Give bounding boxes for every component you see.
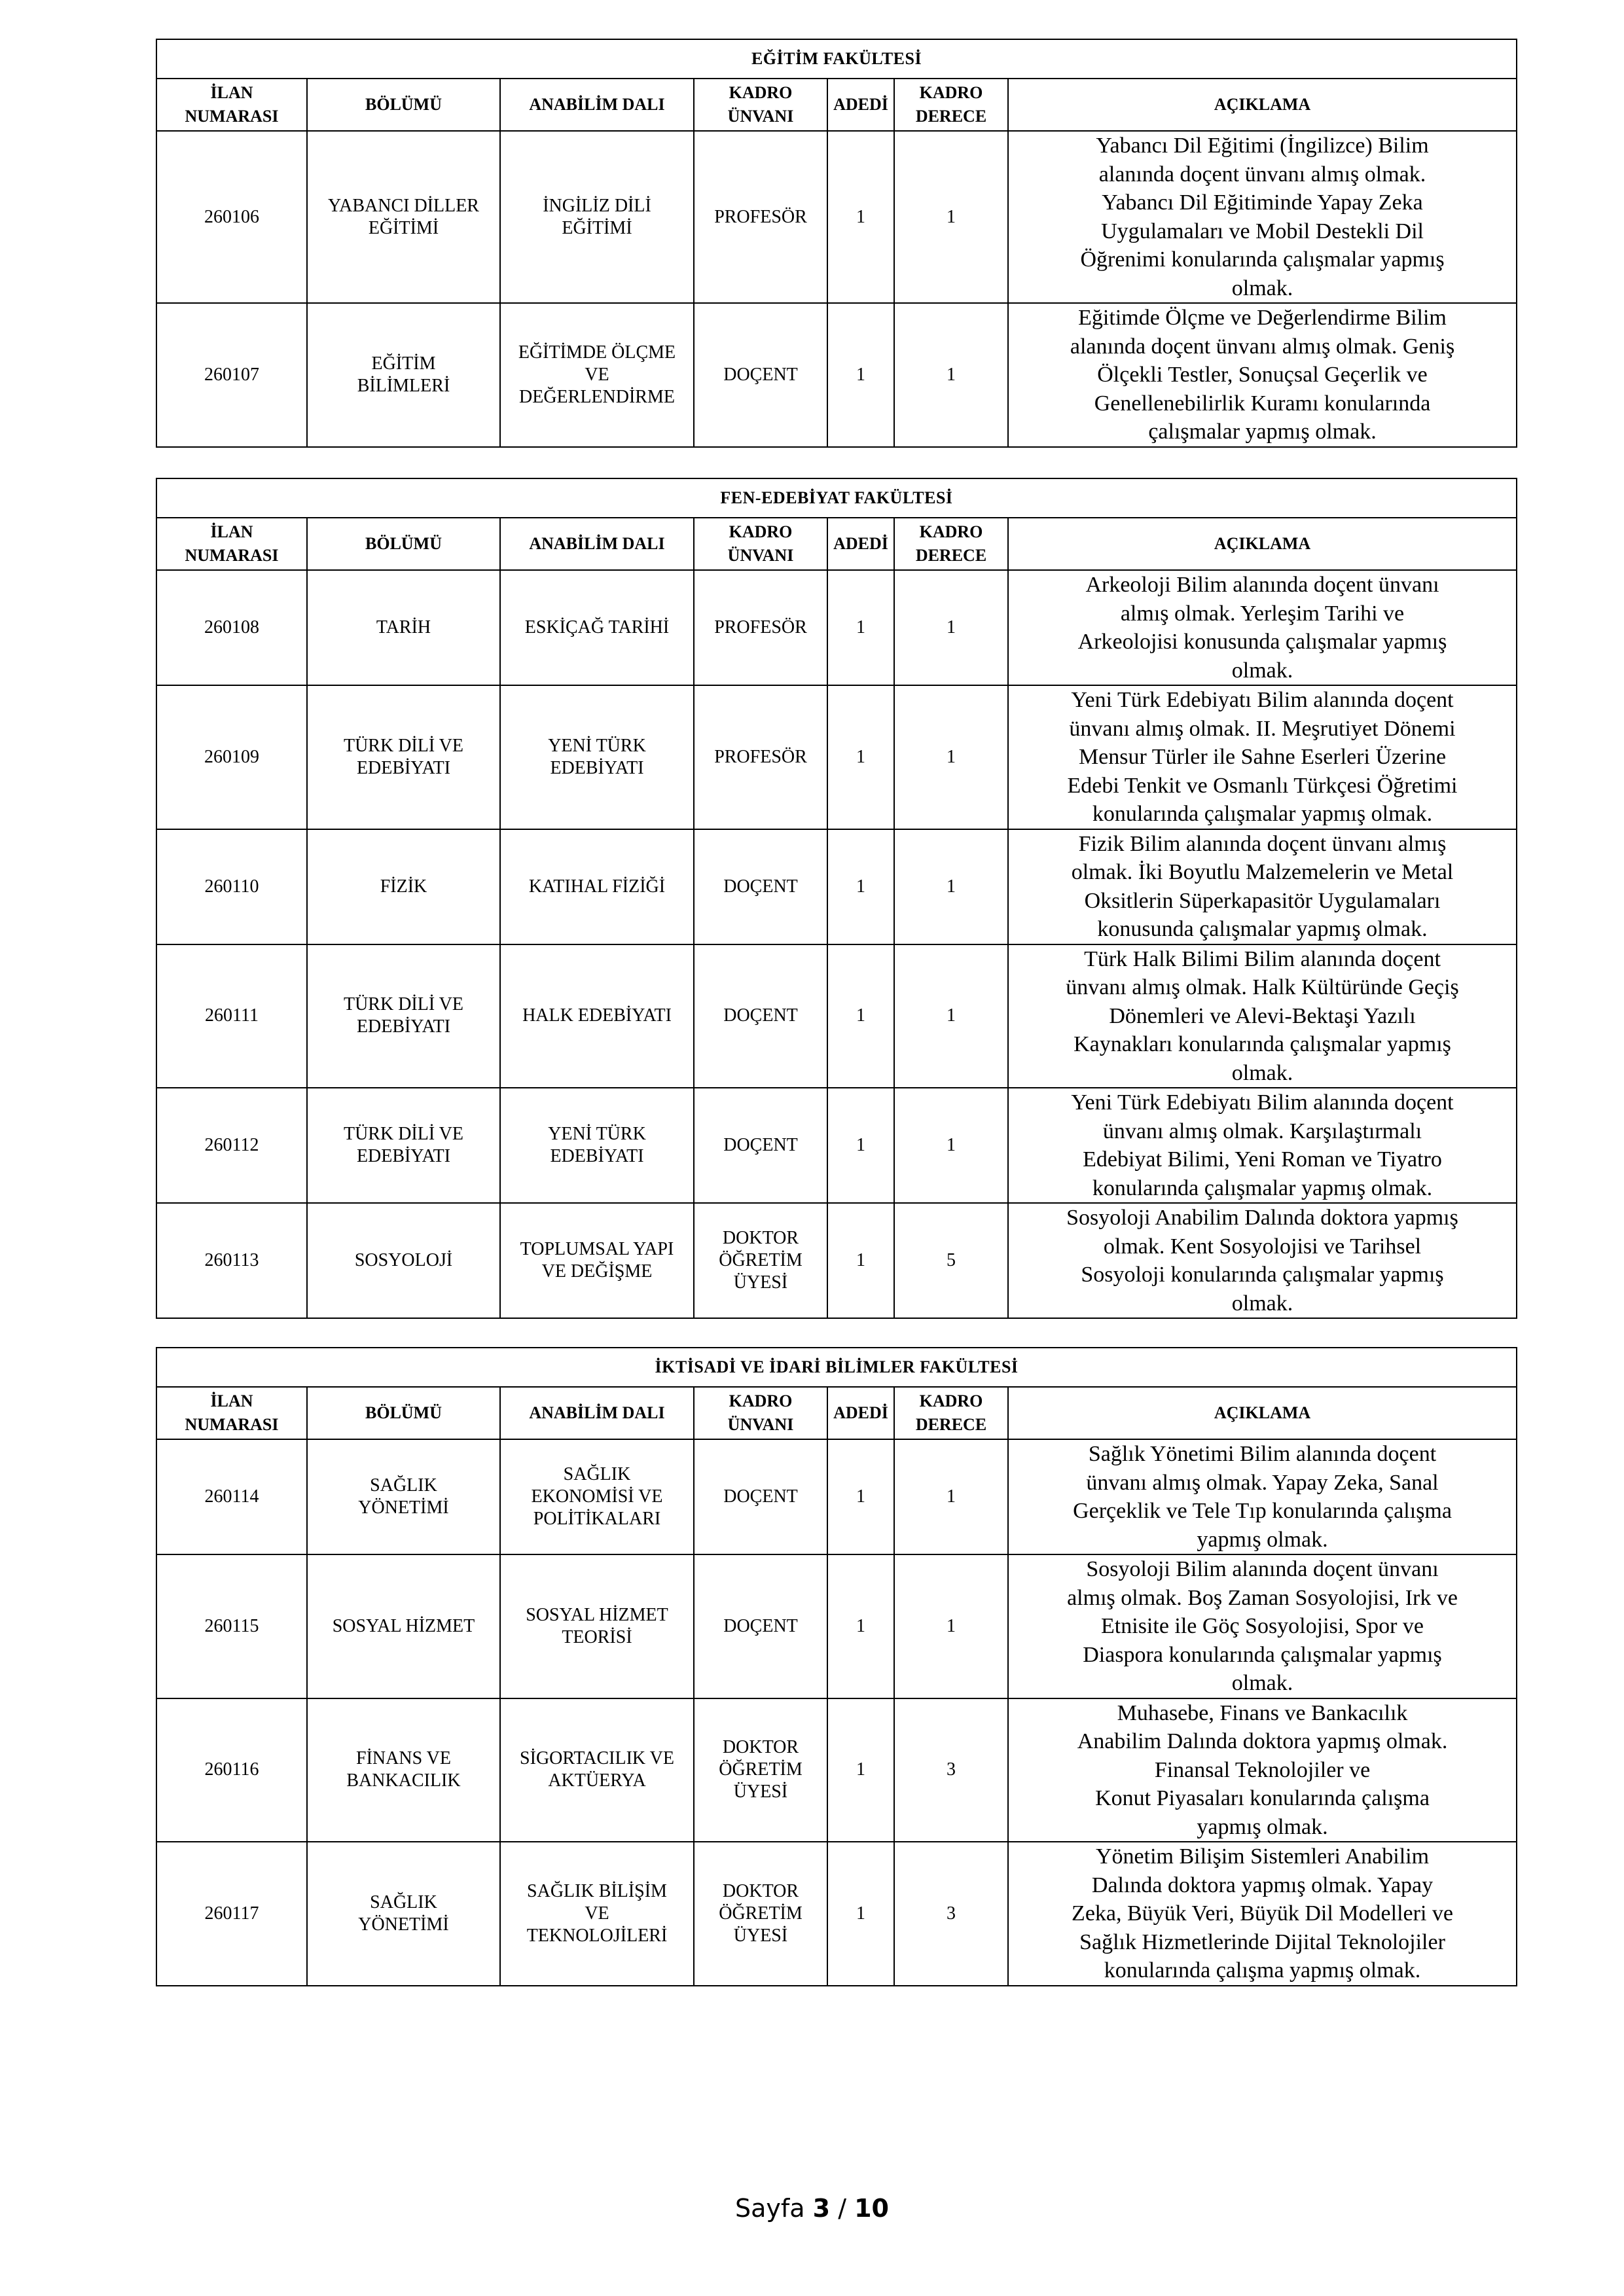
cell-adet: 1 <box>827 1203 894 1318</box>
cell-derece: 1 <box>894 570 1008 685</box>
cell-aciklama: Türk Halk Bilimi Bilim alanında doçent ünvanı almış olmak. Halk Kültüründe Geçiş Dönemleri ve Alevi-Bektaşi Yazılı Kaynakları konularında çalışmalar yapmış olmak. <box>1008 944 1517 1088</box>
column-header-anabilim: ANABİLİM DALI <box>500 1387 694 1439</box>
column-header-bolum: BÖLÜMÜ <box>307 79 500 131</box>
cell-bolum: SOSYAL HİZMET <box>307 1554 500 1698</box>
table-row <box>156 1698 1517 1842</box>
cell-bolum: YABANCI DİLLER EĞİTİMİ <box>307 131 500 303</box>
cell-ilan: 260108 <box>156 570 307 685</box>
cell-adet: 1 <box>827 1439 894 1554</box>
cell-adet: 1 <box>827 1698 894 1842</box>
cell-adet: 1 <box>827 1088 894 1203</box>
cell-aciklama: Yeni Türk Edebiyatı Bilim alanında doçent ünvanı almış olmak. II. Meşrutiyet Dönemi Mensur Türler ile Sahne Eserleri Üzerine Edebi Tenkit ve Osmanlı Türkçesi Öğretimi konularında çalışmalar yapmış olmak. <box>1008 685 1517 829</box>
cell-derece: 3 <box>894 1842 1008 1986</box>
cell-unvan: PROFESÖR <box>694 685 827 829</box>
cell-aciklama: Sosyoloji Bilim alanında doçent ünvanı almış olmak. Boş Zaman Sosyolojisi, Irk ve Etnisite ile Göç Sosyolojisi, Spor ve Diaspora konularında çalışmalar yapmış olmak. <box>1008 1554 1517 1698</box>
faculty-title: FEN-EDEBİYAT FAKÜLTESİ <box>156 478 1517 518</box>
cell-aciklama: Sağlık Yönetimi Bilim alanında doçent ünvanı almış olmak. Yapay Zeka, Sanal Gerçeklik ve Tele Tıp konularında çalışma yapmış olmak. <box>1008 1439 1517 1554</box>
table-row <box>156 303 1517 447</box>
table-row <box>156 1554 1517 1698</box>
cell-anabilim: TOPLUMSAL YAPI VE DEĞİŞME <box>500 1203 694 1318</box>
cell-unvan: DOÇENT <box>694 1554 827 1698</box>
cell-derece: 1 <box>894 1554 1008 1698</box>
cell-adet: 1 <box>827 685 894 829</box>
cell-adet: 1 <box>827 1842 894 1986</box>
column-header-adet: ADEDİ <box>827 518 894 570</box>
column-header-row <box>156 1387 1517 1439</box>
cell-unvan: DOKTOR ÖĞRETİM ÜYESİ <box>694 1842 827 1986</box>
cell-aciklama: Muhasebe, Finans ve Bankacılık Anabilim Dalında doktora yapmış olmak. Finansal Teknolojiler ve Konut Piyasaları konularında çalışma yapmış olmak. <box>1008 1698 1517 1842</box>
footer-page-number: 3 <box>812 2194 831 2223</box>
column-header-derece: KADRO DERECE <box>894 79 1008 131</box>
cell-aciklama: Fizik Bilim alanında doçent ünvanı almış olmak. İki Boyutlu Malzemelerin ve Metal Oksitlerin Süperkapasitör Uygulamaları konusunda çalışmalar yapmış olmak. <box>1008 829 1517 944</box>
column-header-unvan: KADRO ÜNVANI <box>694 1387 827 1439</box>
faculty-header-row <box>156 478 1517 518</box>
column-header-row <box>156 79 1517 131</box>
page-footer <box>0 2194 1624 2223</box>
column-header-derece: KADRO DERECE <box>894 1387 1008 1439</box>
cell-anabilim: YENİ TÜRK EDEBİYATI <box>500 685 694 829</box>
table-row <box>156 829 1517 944</box>
cell-unvan: DOÇENT <box>694 303 827 447</box>
cell-ilan: 260112 <box>156 1088 307 1203</box>
cell-unvan: DOKTOR ÖĞRETİM ÜYESİ <box>694 1203 827 1318</box>
cell-unvan: PROFESÖR <box>694 131 827 303</box>
cell-aciklama: Arkeoloji Bilim alanında doçent ünvanı almış olmak. Yerleşim Tarihi ve Arkeolojisi konusunda çalışmalar yapmış olmak. <box>1008 570 1517 685</box>
column-header-bolum: BÖLÜMÜ <box>307 1387 500 1439</box>
column-header-anabilim: ANABİLİM DALI <box>500 518 694 570</box>
cell-derece: 1 <box>894 944 1008 1088</box>
cell-anabilim: EĞİTİMDE ÖLÇME VE DEĞERLENDİRME <box>500 303 694 447</box>
cell-anabilim: SİGORTACILIK VE AKTÜERYA <box>500 1698 694 1842</box>
faculty-section <box>156 1347 1516 1986</box>
cell-bolum: TARİH <box>307 570 500 685</box>
column-header-bolum: BÖLÜMÜ <box>307 518 500 570</box>
cell-ilan: 260106 <box>156 131 307 303</box>
column-header-ilan: İLAN NUMARASI <box>156 1387 307 1439</box>
cell-anabilim: KATIHAL FİZİĞİ <box>500 829 694 944</box>
column-header-adet: ADEDİ <box>827 1387 894 1439</box>
cell-aciklama: Sosyoloji Anabilim Dalında doktora yapmış olmak. Kent Sosyolojisi ve Tarihsel Sosyoloji konularında çalışmalar yapmış olmak. <box>1008 1203 1517 1318</box>
cell-bolum: TÜRK DİLİ VE EDEBİYATI <box>307 944 500 1088</box>
column-header-ilan: İLAN NUMARASI <box>156 518 307 570</box>
column-header-ilan: İLAN NUMARASI <box>156 79 307 131</box>
cell-bolum: TÜRK DİLİ VE EDEBİYATI <box>307 1088 500 1203</box>
cell-anabilim: SAĞLIK EKONOMİSİ VE POLİTİKALARI <box>500 1439 694 1554</box>
cell-ilan: 260117 <box>156 1842 307 1986</box>
cell-ilan: 260115 <box>156 1554 307 1698</box>
column-header-aciklama: AÇIKLAMA <box>1008 1387 1517 1439</box>
cell-bolum: SAĞLIK YÖNETİMİ <box>307 1439 500 1554</box>
cell-unvan: DOÇENT <box>694 944 827 1088</box>
cell-ilan: 260109 <box>156 685 307 829</box>
column-header-unvan: KADRO ÜNVANI <box>694 79 827 131</box>
cell-bolum: TÜRK DİLİ VE EDEBİYATI <box>307 685 500 829</box>
cell-derece: 1 <box>894 685 1008 829</box>
column-header-aciklama: AÇIKLAMA <box>1008 79 1517 131</box>
column-header-aciklama: AÇIKLAMA <box>1008 518 1517 570</box>
cell-derece: 3 <box>894 1698 1008 1842</box>
cell-ilan: 260110 <box>156 829 307 944</box>
cell-ilan: 260113 <box>156 1203 307 1318</box>
cell-ilan: 260116 <box>156 1698 307 1842</box>
footer-prefix: Sayfa <box>735 2194 813 2223</box>
cell-ilan: 260107 <box>156 303 307 447</box>
cell-adet: 1 <box>827 944 894 1088</box>
cell-derece: 1 <box>894 303 1008 447</box>
cell-anabilim: İNGİLİZ DİLİ EĞİTİMİ <box>500 131 694 303</box>
table-row <box>156 1203 1517 1318</box>
table-row <box>156 1088 1517 1203</box>
cell-ilan: 260114 <box>156 1439 307 1554</box>
cell-aciklama: Eğitimde Ölçme ve Değerlendirme Bilim alanında doçent ünvanı almış olmak. Geniş Ölçekli Testler, Sonuçsal Geçerlik ve Genellenebilirlik Kuramı konularında çalışmalar yapmış olmak. <box>1008 303 1517 447</box>
cell-derece: 1 <box>894 1439 1008 1554</box>
cell-anabilim: YENİ TÜRK EDEBİYATI <box>500 1088 694 1203</box>
cell-anabilim: SOSYAL HİZMET TEORİSİ <box>500 1554 694 1698</box>
cell-aciklama: Yönetim Bilişim Sistemleri Anabilim Dalında doktora yapmış olmak. Yapay Zeka, Büyük Veri, Büyük Dil Modelleri ve Sağlık Hizmetlerinde Dijital Teknolojiler konularında çalışma yapmış olmak. <box>1008 1842 1517 1986</box>
cell-aciklama: Yabancı Dil Eğitimi (İngilizce) Bilim alanında doçent ünvanı almış olmak. Yabancı Dil Eğitiminde Yapay Zeka Uygulamaları ve Mobil Destekli Dil Öğrenimi konularında çalışmalar yapmış olmak. <box>1008 131 1517 303</box>
faculty-title: İKTİSADİ VE İDARİ BİLİMLER FAKÜLTESİ <box>156 1348 1517 1387</box>
cell-derece: 1 <box>894 829 1008 944</box>
table-row <box>156 944 1517 1088</box>
cell-bolum: SOSYOLOJİ <box>307 1203 500 1318</box>
cell-adet: 1 <box>827 131 894 303</box>
column-header-adet: ADEDİ <box>827 79 894 131</box>
cell-anabilim: HALK EDEBİYATI <box>500 944 694 1088</box>
vacancy-table <box>156 478 1517 1319</box>
cell-ilan: 260111 <box>156 944 307 1088</box>
cell-unvan: DOÇENT <box>694 829 827 944</box>
cell-derece: 1 <box>894 1088 1008 1203</box>
footer-separator: / <box>830 2194 855 2223</box>
faculty-title: EĞİTİM FAKÜLTESİ <box>156 39 1517 79</box>
table-row <box>156 131 1517 303</box>
cell-derece: 1 <box>894 131 1008 303</box>
cell-adet: 1 <box>827 1554 894 1698</box>
faculty-header-row <box>156 39 1517 79</box>
faculty-section <box>156 478 1516 1319</box>
column-header-anabilim: ANABİLİM DALI <box>500 79 694 131</box>
cell-anabilim: ESKİÇAĞ TARİHİ <box>500 570 694 685</box>
cell-bolum: FİNANS VE BANKACILIK <box>307 1698 500 1842</box>
footer-page-total: 10 <box>854 2194 889 2223</box>
cell-unvan: DOÇENT <box>694 1439 827 1554</box>
table-row <box>156 1842 1517 1986</box>
cell-adet: 1 <box>827 303 894 447</box>
faculty-header-row <box>156 1348 1517 1387</box>
column-header-derece: KADRO DERECE <box>894 518 1008 570</box>
cell-unvan: PROFESÖR <box>694 570 827 685</box>
cell-bolum: EĞİTİM BİLİMLERİ <box>307 303 500 447</box>
column-header-unvan: KADRO ÜNVANI <box>694 518 827 570</box>
vacancy-table <box>156 1347 1517 1986</box>
cell-bolum: SAĞLIK YÖNETİMİ <box>307 1842 500 1986</box>
cell-adet: 1 <box>827 570 894 685</box>
cell-unvan: DOKTOR ÖĞRETİM ÜYESİ <box>694 1698 827 1842</box>
cell-anabilim: SAĞLIK BİLİŞİM VE TEKNOLOJİLERİ <box>500 1842 694 1986</box>
cell-adet: 1 <box>827 829 894 944</box>
cell-unvan: DOÇENT <box>694 1088 827 1203</box>
column-header-row <box>156 518 1517 570</box>
cell-derece: 5 <box>894 1203 1008 1318</box>
vacancy-table <box>156 39 1517 448</box>
cell-bolum: FİZİK <box>307 829 500 944</box>
table-row <box>156 1439 1517 1554</box>
table-row <box>156 570 1517 685</box>
cell-aciklama: Yeni Türk Edebiyatı Bilim alanında doçent ünvanı almış olmak. Karşılaştırmalı Edebiyat Bilimi, Yeni Roman ve Tiyatro konularında çalışmalar yapmış olmak. <box>1008 1088 1517 1203</box>
faculty-section <box>156 39 1516 448</box>
table-row <box>156 685 1517 829</box>
